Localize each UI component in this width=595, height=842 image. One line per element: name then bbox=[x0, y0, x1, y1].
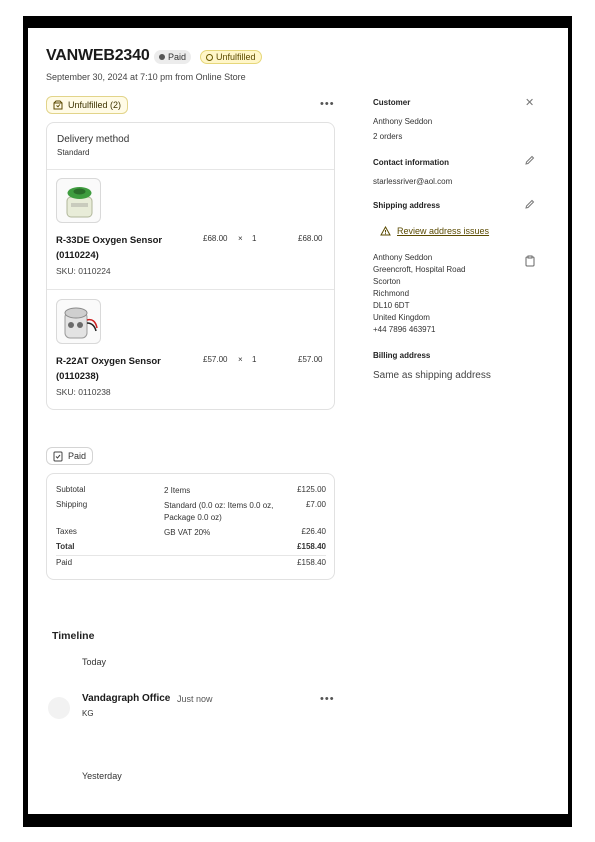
payment-row-amount: £158.40 bbox=[297, 542, 326, 551]
multiply-sign: × bbox=[238, 355, 243, 364]
address-warning bbox=[380, 226, 489, 236]
warning-triangle-icon bbox=[380, 226, 391, 236]
divider bbox=[47, 289, 334, 290]
payment-row-label: Subtotal bbox=[56, 485, 86, 494]
receipt-check-icon bbox=[53, 451, 63, 462]
timeline-title: Timeline bbox=[52, 630, 95, 642]
edit-contact-pencil-icon[interactable] bbox=[524, 155, 535, 169]
shipping-address-line: DL10 6DT bbox=[373, 301, 410, 310]
order-date-source: September 30, 2024 at 7:10 pm from Online Store bbox=[46, 72, 246, 82]
edit-shipping-pencil-icon[interactable] bbox=[524, 199, 535, 213]
shipping-address-heading: Shipping address bbox=[373, 201, 441, 210]
shipping-address-line: Greencroft, Hospital Road bbox=[373, 265, 466, 274]
order-page bbox=[28, 28, 568, 814]
product-thumbnail-white-sensor[interactable] bbox=[56, 299, 101, 344]
divider bbox=[56, 555, 326, 556]
customer-heading: Customer bbox=[373, 98, 411, 107]
review-address-issues-link[interactable]: Review address issues bbox=[397, 226, 490, 236]
avatar bbox=[48, 697, 70, 719]
product-thumbnail-green-sensor[interactable] bbox=[56, 178, 101, 223]
payment-row-amount: £158.40 bbox=[297, 558, 326, 567]
unfulfilled-chip-label: Unfulfilled (2) bbox=[68, 100, 122, 110]
paid-chip-label: Paid bbox=[68, 451, 87, 461]
fulfillment-status-badge bbox=[200, 50, 262, 64]
fulfillment-card bbox=[46, 122, 335, 410]
status-dot-icon bbox=[159, 54, 165, 60]
payment-row-label: Shipping bbox=[56, 500, 88, 509]
product-unit-price: £57.00 bbox=[203, 355, 228, 364]
product-name[interactable]: R-22AT Oxygen Sensor (0110238) bbox=[56, 356, 161, 382]
close-icon[interactable]: ✕ bbox=[525, 97, 535, 109]
unfulfilled-chip[interactable] bbox=[46, 96, 128, 114]
timeline-day-today: Today bbox=[82, 657, 107, 667]
multiply-sign: × bbox=[238, 234, 243, 243]
package-icon bbox=[53, 100, 63, 110]
shipping-address-line: Scorton bbox=[373, 277, 401, 286]
shipping-address-line: +44 7896 463971 bbox=[373, 325, 436, 334]
payment-row-label: Paid bbox=[56, 558, 73, 567]
contact-info-heading: Contact information bbox=[373, 158, 449, 167]
payment-summary-card bbox=[46, 473, 335, 580]
product-quantity: 1 bbox=[252, 355, 257, 364]
shipping-address-line: Richmond bbox=[373, 289, 410, 298]
product-line-total: £57.00 bbox=[298, 355, 323, 364]
oxygen-sensor-green-icon bbox=[57, 179, 101, 223]
order-number: VANWEB2340 bbox=[46, 47, 150, 64]
shipping-address-line: United Kingdom bbox=[373, 313, 430, 322]
product-quantity: 1 bbox=[252, 234, 257, 243]
product-sku: SKU: 0110238 bbox=[56, 387, 111, 397]
payment-row-detail: GB VAT 20% bbox=[164, 528, 211, 537]
product-line-total: £68.00 bbox=[298, 234, 323, 243]
payment-row-detail: Standard (0.0 oz: Items 0.0 oz, Package 0.0 oz) bbox=[164, 501, 274, 522]
customer-order-count[interactable]: 2 orders bbox=[373, 132, 403, 141]
payment-status-badge bbox=[154, 50, 191, 64]
timeline-author: Vandagraph Office bbox=[82, 693, 171, 704]
customer-name-link[interactable]: Anthony Seddon bbox=[373, 117, 433, 126]
fulfillment-status-label: Unfulfilled bbox=[216, 52, 256, 62]
divider bbox=[47, 169, 334, 170]
payment-row-amount: £26.40 bbox=[301, 527, 326, 536]
delivery-method-value: Standard bbox=[57, 148, 90, 157]
clipboard-icon bbox=[525, 255, 535, 267]
customer-email[interactable]: starlessriver@aol.com bbox=[373, 177, 453, 186]
payment-row-amount: £7.00 bbox=[305, 500, 326, 509]
timeline-more-button[interactable]: ••• bbox=[320, 693, 335, 705]
payment-row-detail: 2 Items bbox=[164, 486, 191, 495]
paid-chip[interactable] bbox=[46, 447, 93, 465]
timeline-day-yesterday: Yesterday bbox=[82, 771, 122, 781]
fulfillment-more-button[interactable]: ••• bbox=[320, 98, 335, 110]
timeline-timestamp: Just now bbox=[177, 694, 213, 704]
pencil-icon bbox=[524, 155, 535, 166]
delivery-method-label: Delivery method bbox=[57, 134, 130, 145]
product-unit-price: £68.00 bbox=[203, 234, 228, 243]
shipping-address-line: Anthony Seddon bbox=[373, 253, 433, 262]
oxygen-sensor-white-icon bbox=[57, 300, 101, 344]
product-name[interactable]: R-33DE Oxygen Sensor (0110224) bbox=[56, 235, 163, 261]
pencil-icon bbox=[524, 199, 535, 210]
billing-address-value: Same as shipping address bbox=[373, 370, 491, 381]
payment-status-label: Paid bbox=[168, 52, 187, 62]
product-sku: SKU: 0110224 bbox=[56, 266, 111, 276]
copy-address-button[interactable] bbox=[522, 253, 537, 268]
timeline-initials: KG bbox=[82, 709, 94, 718]
billing-address-heading: Billing address bbox=[373, 351, 431, 360]
payment-row-label: Taxes bbox=[56, 527, 77, 536]
payment-row-amount: £125.00 bbox=[297, 485, 326, 494]
payment-row-label: Total bbox=[56, 542, 75, 551]
status-ring-icon bbox=[206, 54, 213, 61]
